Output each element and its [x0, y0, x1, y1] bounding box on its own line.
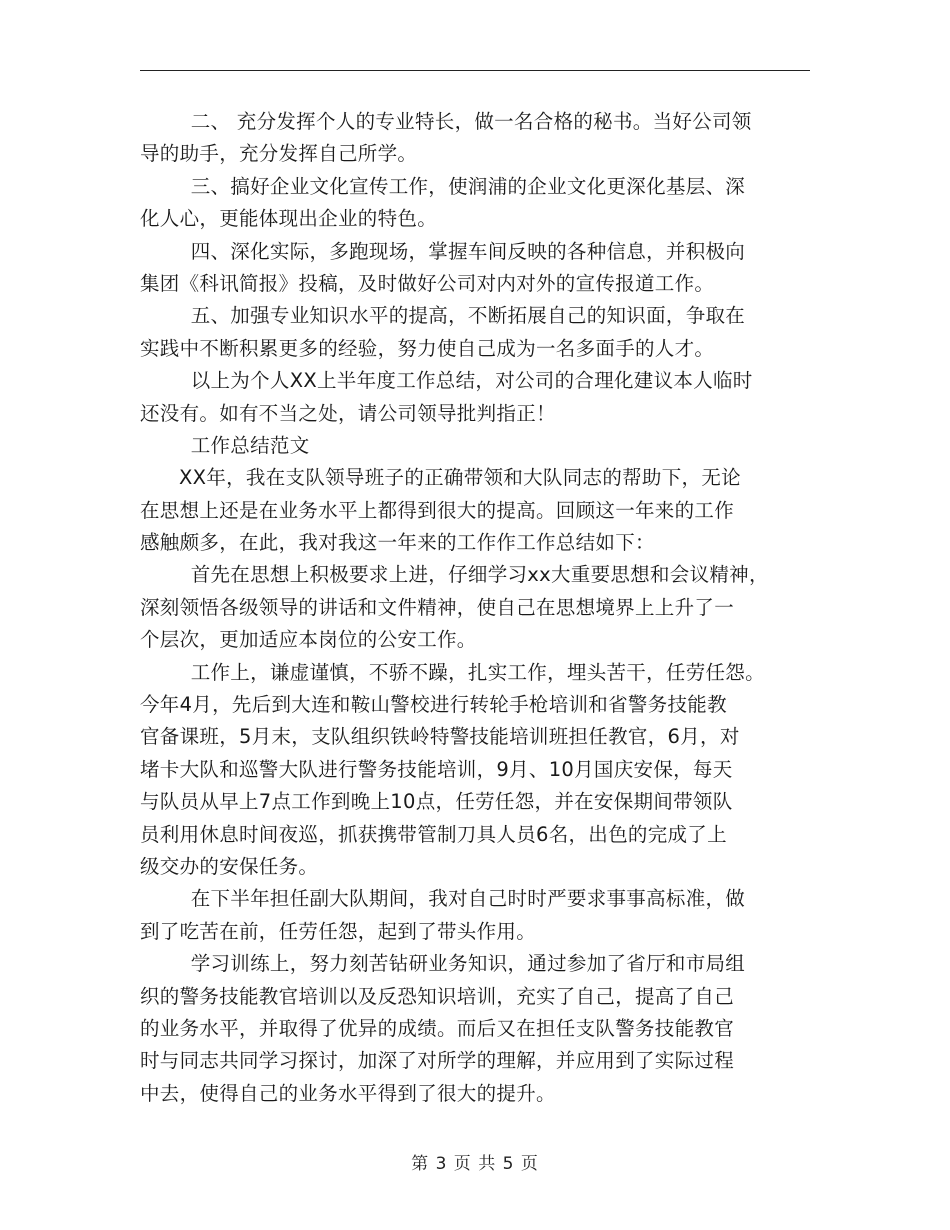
header-rule: [140, 70, 810, 71]
text-line: 与队员从早上7点工作到晚上10点，任劳任怨，并在安保期间带领队: [140, 790, 733, 814]
text-line: 工作总结范文: [190, 433, 310, 457]
text-line: 级交办的安保任务。: [140, 854, 319, 878]
text-line: 的业务水平，并取得了优异的成绩。而后又在担任支队警务技能教官: [140, 1016, 735, 1040]
text-line: 官备课班，5月末，支队组织铁岭特警技能培训班担任教官，6月，对: [140, 725, 740, 749]
page-number-footer: 第 3 页 共 5 页: [411, 1154, 539, 1174]
text-line: 在思想上还是在业务水平上都得到很大的提高。回顾这一年来的工作: [140, 498, 735, 522]
text-line: 四、深化实际，多跑现场，掌握车间反映的各种信息，并积极向: [190, 239, 746, 263]
text-line: 三、搞好企业文化宣传工作，使润浦的企业文化更深化基层、深: [190, 174, 746, 198]
document-body: [140, 106, 810, 1110]
text-line: 导的助手，充分发挥自己所学。: [140, 142, 418, 166]
text-line: 中去，使得自己的业务水平得到了很大的提升。: [140, 1081, 556, 1105]
text-line: 工作上，谦虚谨慎，不骄不躁，扎实工作，埋头苦干，任劳任怨。: [190, 660, 765, 684]
text-line: 时与同志共同学习探讨，加深了对所学的理解，并应用到了实际过程: [140, 1049, 735, 1073]
text-line: 到了吃苦在前，任劳任怨，起到了带头作用。: [140, 919, 537, 943]
text-line: XX年，我在支队领导班子的正确带领和大队同志的帮助下，无论: [179, 466, 741, 490]
text-line: 个层次，更加适应本岗位的公安工作。: [140, 628, 477, 652]
text-line: 五、加强专业知识水平的提高，不断拓展自己的知识面，争取在: [190, 304, 746, 328]
text-line: 员利用休息时间夜巡，抓获携带管制刀具人员6名，出色的完成了上: [140, 822, 727, 846]
text-line: 化人心，更能体现出企业的特色。: [140, 207, 438, 231]
text-line: 今年4月，先后到大连和鞍山警校进行转轮手枪培训和省警务技能教: [140, 693, 727, 717]
text-line: 堵卡大队和巡警大队进行警务技能培训，9月、10月国庆安保，每天: [140, 757, 733, 781]
text-line: 二、 充分发挥个人的专业特长，做一名合格的秘书。当好公司领: [190, 110, 752, 133]
text-line: 集团《科讯简报》投稿，及时做好公司对内对外的宣传报道工作。: [140, 271, 715, 295]
text-line: 以上为个人XX上半年度工作总结，对公司的合理化建议本人临时: [190, 369, 753, 393]
text-line: 首先在思想上积极要求上进，仔细学习xx大重要思想和会议精神，: [190, 563, 769, 587]
text-line: 在下半年担任副大队期间，我对自己时时严要求事事高标准，做: [190, 887, 746, 911]
text-line: 还没有。如有不当之处，请公司领导批判指正！: [140, 401, 556, 425]
text-line: 感触颇多，在此，我对我这一年来的工作作工作总结如下：: [140, 531, 655, 555]
text-line: 深刻领悟各级领导的讲话和文件精神，使自己在思想境界上上升了一: [140, 595, 735, 619]
text-line: 织的警务技能教官培训以及反恐知识培训，充实了自己，提高了自己: [140, 984, 735, 1008]
text-line: 实践中不断积累更多的经验，努力使自己成为一名多面手的人才。: [140, 336, 715, 360]
text-line: 学习训练上，努力刻苦钻研业务知识，通过参加了省厅和市局组: [190, 952, 746, 976]
